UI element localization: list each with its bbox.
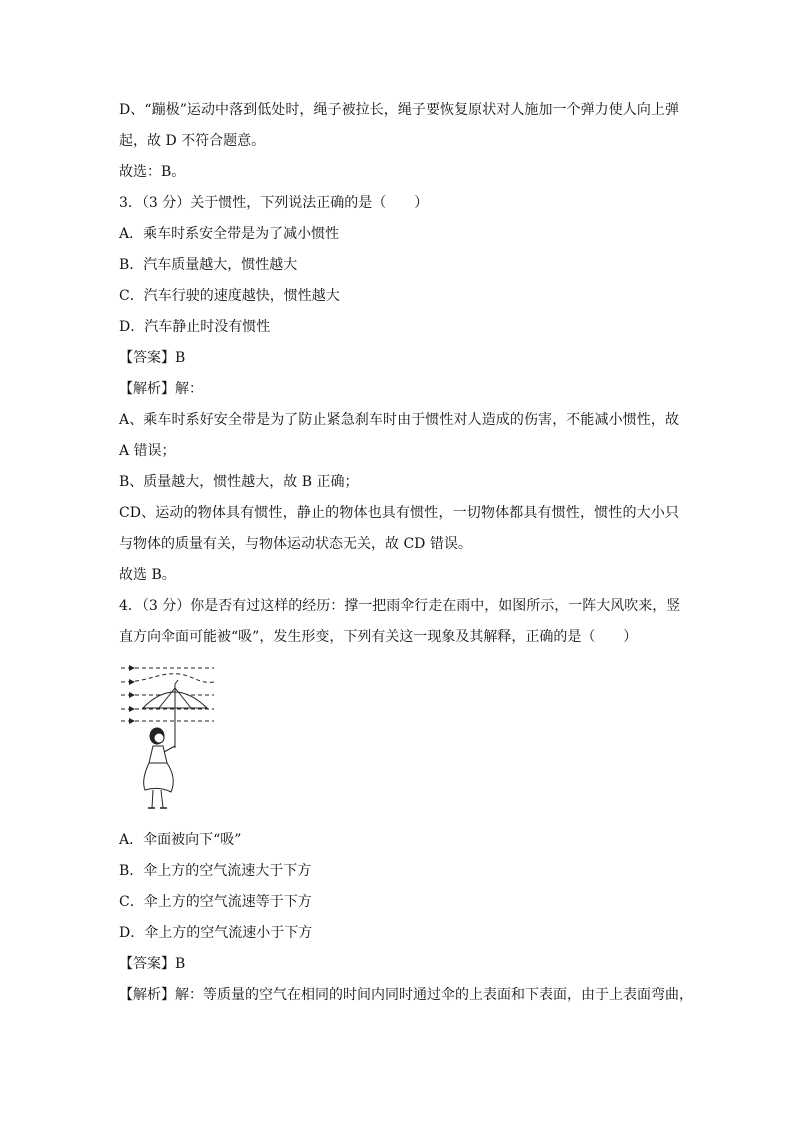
arrowhead-icon (129, 718, 135, 724)
q4-stem-line2: 直方向伞面可能被“吸”，发生形变，下列有关这一现象及其解释，正确的是（ ） (119, 629, 638, 645)
q3-option-c: C．汽车行驶的速度越快，惯性越大 (119, 288, 340, 304)
q3-option-d: D．汽车静止时没有惯性 (119, 319, 271, 335)
q4-option-d: D．伞上方的空气流速小于下方 (119, 925, 313, 941)
q3-select: 故选 B。 (119, 567, 176, 583)
arrowhead-icon (129, 679, 135, 685)
q3-analysis-line1: A、乘车时系好安全带是为了防止紧急刹车时由于惯性对人造成的伤害，不能减小惯性，故 (119, 412, 679, 428)
q4-option-b: B．伞上方的空气流速大于下方 (119, 863, 312, 879)
girl-with-umbrella-in-wind-illustration (119, 658, 219, 818)
q2-select: 故选：B。 (119, 164, 186, 180)
umbrella-figure-svg (119, 658, 219, 818)
wind-arrowheads (129, 665, 135, 724)
wind-line-2 (121, 674, 214, 683)
q3-analysis-heading: 【解析】解： (119, 381, 203, 397)
girl-skirt (144, 763, 174, 792)
q3-analysis-line4: CD、运动的物体具有惯性，静止的物体也具有惯性，一切物体都具有惯性，惯性的大小只 (119, 505, 679, 521)
q3-answer: 【答案】B (119, 350, 186, 366)
umbrella-tip (175, 680, 178, 684)
girl-legs (152, 790, 163, 808)
page-content (119, 100, 693, 1016)
q2-option-d-explanation-line2: 起，故 D 不符合题意。 (119, 133, 266, 149)
q4-stem-line1: 4．（3 分）你是否有过这样的经历：撑一把雨伞行走在雨中，如图所示，一阵大风吹来，竖 (119, 598, 681, 614)
q3-option-a: A．乘车时系安全带是为了减小惯性 (119, 226, 340, 242)
q3-stem: 3．（3 分）关于惯性，下列说法正确的是（ ） (119, 195, 429, 211)
arrowhead-icon (129, 665, 135, 671)
q3-analysis-line5: 与物体的质量有关，与物体运动状态无关，故 CD 错误。 (119, 536, 472, 552)
q3-analysis-line3: B、质量越大，惯性越大，故 B 正确； (119, 474, 359, 490)
girl-torso (149, 746, 167, 763)
q4-option-a: A．伞面被向下“吸” (119, 832, 242, 848)
q4-answer: 【答案】B (119, 956, 186, 972)
arrowhead-icon (129, 706, 135, 712)
q3-option-b: B．汽车质量越大，惯性越大 (119, 257, 298, 273)
q4-analysis-line1: 【解析】解：等质量的空气在相同的时间内同时通过伞的上表面和下表面，由于上表面弯曲， (119, 987, 693, 1003)
q2-option-d-explanation-line1: D、“蹦极”运动中落到低处时，绳子被拉长，绳子要恢复原状对人施加一个弹力使人向上弹 (119, 102, 679, 118)
q4-option-c: C．伞上方的空气流速等于下方 (119, 894, 312, 910)
arrowhead-icon (129, 692, 135, 698)
q3-analysis-line2: A 错误； (119, 443, 176, 459)
girl (144, 728, 175, 808)
girl-arm (164, 746, 175, 752)
girl-face (154, 733, 164, 743)
